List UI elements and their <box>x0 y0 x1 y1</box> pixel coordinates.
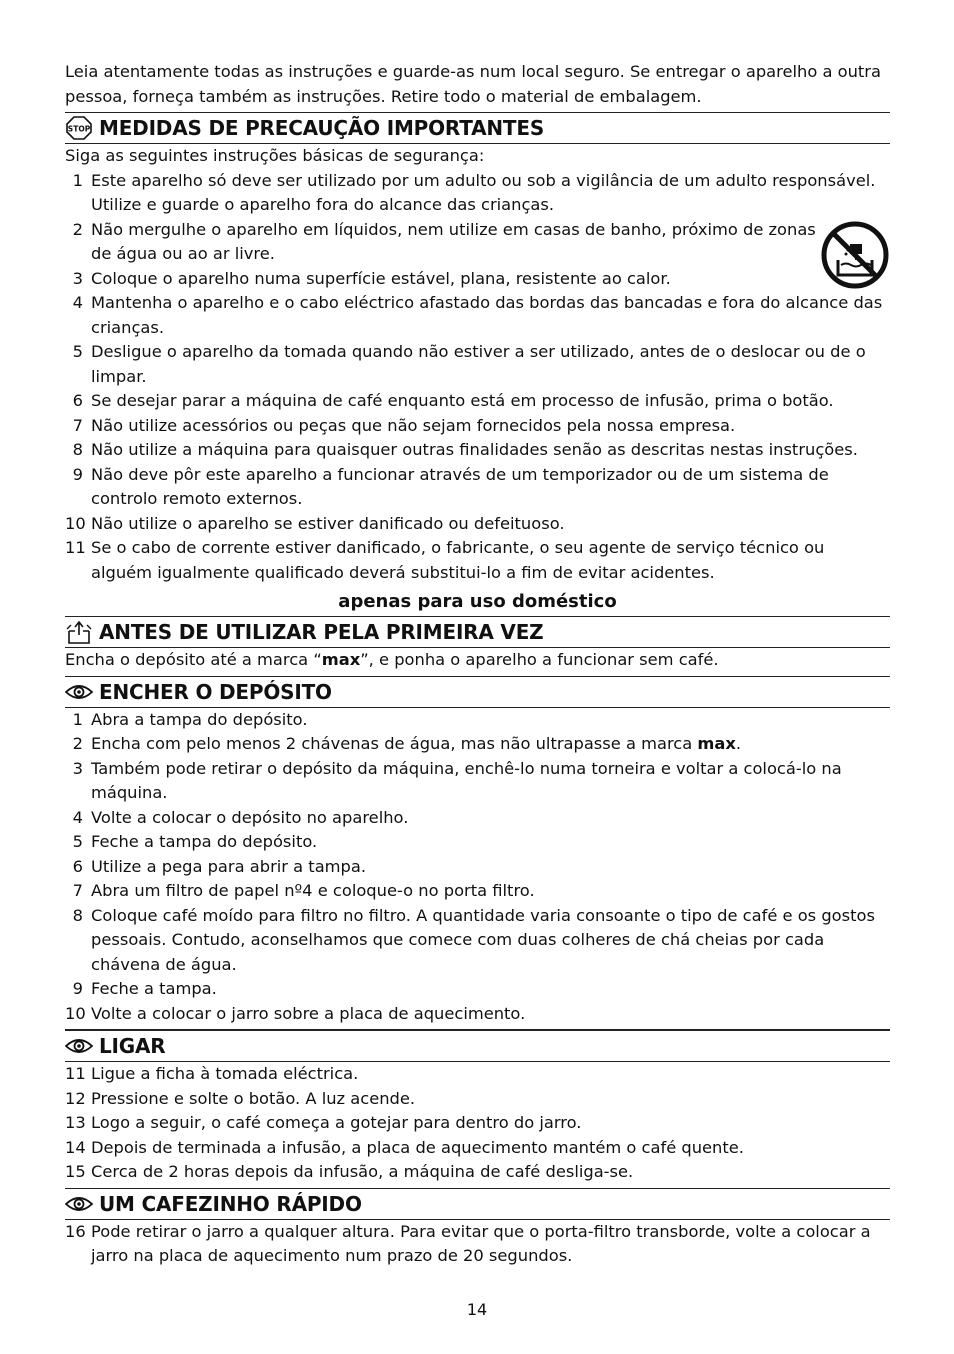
item-text: Se desejar parar a máquina de café enquanto está em processo de infusão, prima o botão. <box>91 391 834 410</box>
list-item <box>65 536 890 585</box>
item-with-warning-sign <box>65 218 890 292</box>
list-item <box>65 1136 890 1161</box>
section-title: UM CAFEZINHO RÁPIDO <box>99 1191 362 1216</box>
item-number: 9 <box>72 979 83 998</box>
item-number: 11 <box>65 538 86 557</box>
item-text: Logo a seguir, o café começa a gotejar para dentro do jarro. <box>91 1113 582 1132</box>
item-text: Este aparelho só deve ser utilizado por um adulto ou sob a vigilância de um adulto responsável. Utilize e guarde o aparelho fora do alcance das crianças. <box>91 170 876 214</box>
svg-text:STOP: STOP <box>67 124 91 134</box>
section-heading-precautions <box>65 112 890 144</box>
item-text: Mantenha o aparelho e o cabo eléctrico afastado das bordas das bancadas e fora do alcance das crianças. <box>91 293 883 337</box>
section-title: LIGAR <box>99 1034 166 1058</box>
precautions-list <box>65 169 890 586</box>
unpack-icon <box>65 620 93 644</box>
item-number: 4 <box>72 807 83 827</box>
item-number: 10 <box>65 1003 86 1023</box>
item-text: Abra um filtro de papel nº4 e coloque-o no porta filtro. <box>91 881 535 900</box>
item-text: Se o cabo de corrente estiver danificado, o fabricante, o seu agente de serviço técnico ou alguém igualmente qualificado deverá substitui-lo a fim de evitar acidentes. <box>91 538 825 582</box>
item-number: 16 <box>65 1221 86 1241</box>
list-item <box>65 830 890 855</box>
item-text: Não utilize a máquina para quaisquer outras finalidades senão as descritas nestas instruções. <box>91 440 858 459</box>
item-text: Não utilize o aparelho se estiver danificado ou defeituoso. <box>91 513 565 533</box>
eye-icon <box>65 1192 93 1216</box>
list-item <box>65 732 890 757</box>
item-number: 6 <box>72 391 83 410</box>
list-item <box>65 855 890 880</box>
item-number: 13 <box>65 1113 86 1132</box>
item-text: Não mergulhe o aparelho em líquidos, nem utilize em casas de banho, próximo de zonas de água ou ao ar livre. <box>91 219 816 263</box>
list-item <box>65 1160 890 1185</box>
item-number: 5 <box>72 342 83 361</box>
item-number: 10 <box>65 513 86 533</box>
list-item <box>65 806 890 831</box>
item-number: 14 <box>65 1137 86 1157</box>
list-item <box>65 1087 890 1112</box>
item-number: 1 <box>72 170 83 190</box>
list-item <box>65 708 890 733</box>
section-heading-switch-on <box>65 1029 890 1062</box>
item-number: 8 <box>72 440 83 459</box>
item-text: Pode retirar o jarro a qualquer altura. Para evitar que o porta-filtro transborde, volte a colocar a jarro na placa de aquecimento num prazo de 20 segundos. <box>91 1221 871 1265</box>
item-text: Feche a tampa. <box>91 979 217 998</box>
item-text: Pressione e solte o botão. A luz acende. <box>91 1088 416 1108</box>
list-item <box>65 267 820 292</box>
section-lead: Siga as seguintes instruções básicas de segurança: <box>65 146 485 165</box>
item-number: 8 <box>72 905 83 925</box>
list-item <box>65 169 890 218</box>
list-item <box>65 1220 890 1269</box>
item-number: 7 <box>72 415 83 435</box>
section-title: ENCHER O DEPÓSITO <box>99 679 332 704</box>
list-item <box>65 218 820 267</box>
item-text: Abra a tampa do depósito. <box>91 709 308 729</box>
document-page <box>65 60 890 1269</box>
item-text: Coloque café moído para filtro no filtro. A quantidade varia consoante o tipo de café e os gostos pessoais. Contudo, aconselhamos que comece com duas colheres de chá cheias por cada chávena de água. <box>91 905 875 974</box>
list-item <box>65 757 890 806</box>
item-number: 2 <box>72 734 83 753</box>
stop-icon <box>65 116 93 140</box>
item-number: 7 <box>72 881 83 900</box>
item-text <box>91 732 890 757</box>
item-text: Coloque o aparelho numa superfície estável, plana, resistente ao calor. <box>91 268 671 288</box>
item-text: Ligue a ficha à tomada eléctrica. <box>91 1064 359 1083</box>
section-title: MEDIDAS DE PRECAUÇÃO IMPORTANTES <box>99 116 545 140</box>
list-item <box>65 463 890 512</box>
switch-on-list <box>65 1062 890 1185</box>
section-heading-first-use <box>65 616 890 648</box>
text-bold: max <box>321 650 361 669</box>
no-water-immersion-icon <box>820 218 890 292</box>
item-number: 1 <box>72 709 83 729</box>
eye-icon <box>65 1034 93 1058</box>
list-item <box>65 291 890 340</box>
list-item <box>65 340 890 389</box>
list-item <box>65 879 890 904</box>
list-item <box>65 1062 890 1087</box>
quick-coffee-list <box>65 1220 890 1269</box>
item-number: 6 <box>72 856 83 876</box>
list-item <box>65 414 890 439</box>
item-text: Utilize a pega para abrir a tampa. <box>91 856 367 876</box>
item-text: Também pode retirar o depósito da máquina, enchê-lo numa torneira e voltar a colocá-lo na máquina. <box>91 758 842 802</box>
item-number: 3 <box>72 268 83 288</box>
item-number: 5 <box>72 832 83 851</box>
text-part: ”, e ponha o aparelho a funcionar sem café. <box>360 650 719 669</box>
list-item <box>65 512 890 537</box>
item-number: 15 <box>65 1162 86 1181</box>
item-number: 12 <box>65 1088 86 1108</box>
first-use-text <box>65 648 890 673</box>
list-item <box>65 438 890 463</box>
item-text: Feche a tampa do depósito. <box>91 832 318 851</box>
intro-paragraph: Leia atentamente todas as instruções e guarde-as num local seguro. Se entregar o aparelho a outra pessoa, forneça também as instruções. Retire todo o material de embalagem. <box>65 62 881 106</box>
item-number: 2 <box>72 219 83 239</box>
list-item <box>65 389 890 414</box>
item-text: Desligue o aparelho da tomada quando não estiver a ser utilizado, antes de o deslocar ou de o limpar. <box>91 342 866 386</box>
item-text: Não deve pôr este aparelho a funcionar através de um temporizador ou de um sistema de controlo remoto externos. <box>91 464 829 508</box>
list-item <box>65 904 890 978</box>
item-text: Volte a colocar o depósito no aparelho. <box>91 807 409 827</box>
list-item <box>65 1111 890 1136</box>
text-bold: max <box>697 734 736 753</box>
eye-icon <box>65 680 93 704</box>
section-title: ANTES DE UTILIZAR PELA PRIMEIRA VEZ <box>99 620 544 644</box>
fill-tank-list <box>65 708 890 1027</box>
section-heading-quick-coffee <box>65 1188 890 1220</box>
page-number: 14 <box>466 1300 488 1319</box>
item-text: Depois de terminada a infusão, a placa de aquecimento mantém o café quente. <box>91 1137 744 1157</box>
item-text: Não utilize acessórios ou peças que não sejam fornecidos pela nossa empresa. <box>91 415 736 435</box>
item-text: Volte a colocar o jarro sobre a placa de aquecimento. <box>91 1003 526 1023</box>
list-item <box>65 977 890 1002</box>
item-number: 3 <box>72 758 83 778</box>
item-number: 11 <box>65 1064 86 1083</box>
text-part: Encha com pelo menos 2 chávenas de água, mas não ultrapasse a marca <box>91 734 698 753</box>
item-number: 9 <box>72 464 83 484</box>
text-part: . <box>735 734 742 753</box>
text-part: Encha o depósito até a marca “ <box>65 650 322 669</box>
section-heading-fill-tank <box>65 676 890 708</box>
item-number: 4 <box>72 293 83 312</box>
list-item <box>65 1002 890 1027</box>
item-text: Cerca de 2 horas depois da infusão, a máquina de café desliga-se. <box>91 1162 634 1181</box>
domestic-use-note: apenas para uso doméstico <box>338 591 617 612</box>
